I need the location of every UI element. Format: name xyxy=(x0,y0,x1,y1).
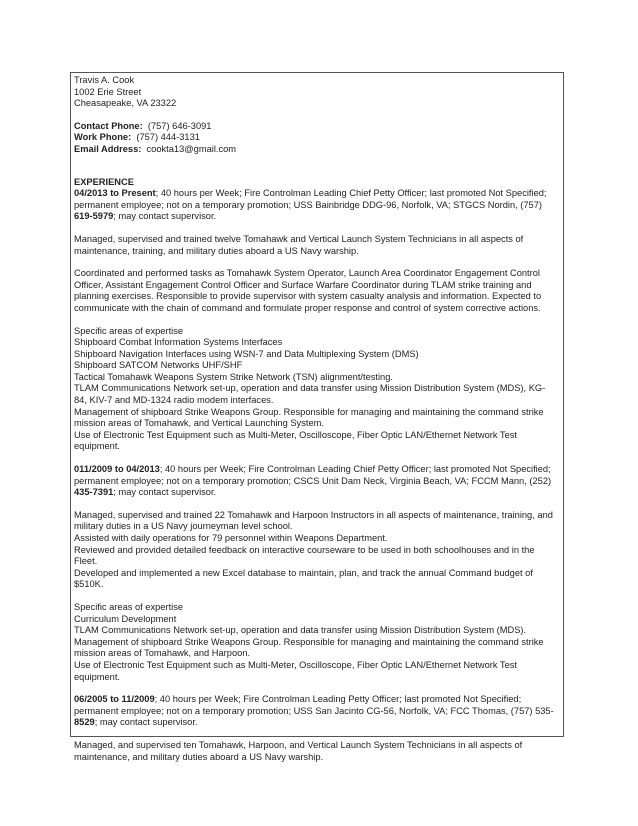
job1-dates: 04/2013 to Present xyxy=(74,188,156,199)
job1-expertise-line: Use of Electronic Test Equipment such as Multi-Meter, Oscilloscope, Fiber Optic LAN/Ethernet Network Test xyxy=(74,429,517,440)
contact-phone-label: Contact Phone: xyxy=(74,120,143,131)
work-phone-value: (757) 444-3131 xyxy=(136,132,200,143)
job1-para1-line: maintenance, training, and military duties aboard a US Navy warship. xyxy=(74,245,359,256)
street-address: 1002 Erie Street xyxy=(74,86,142,97)
email-label: Email Address: xyxy=(74,143,142,154)
job2-para1-line: $510K. xyxy=(74,579,104,590)
job2-para1-line: Assisted with daily operations for 79 personnel within Weapons Department. xyxy=(74,533,388,543)
job1-supervisor-phone: 619-5979 xyxy=(74,211,114,222)
job2-expertise-line: mission areas of Tomahawk, and Harpoon. xyxy=(74,648,251,659)
job3-line1: 06/2005 to 11/2009; 40 hours per Week; Fire Controlman Leading Petty Officer; last promoted Not Specified; xyxy=(74,694,522,705)
job2-expertise-line: equipment. xyxy=(74,671,120,682)
work-phone-row xyxy=(74,132,560,144)
job2-para1-line: Reviewed and provided detailed feedback on interactive courseware to be used in both schoolhouses and in the xyxy=(74,544,535,555)
contact-phone-row xyxy=(74,121,560,133)
job3-line3: 8529; may contact supervisor. xyxy=(74,717,198,728)
job1-expertise-line: Specific areas of expertise xyxy=(74,325,184,336)
experience-heading: EXPERIENCE xyxy=(74,176,134,187)
job3-supervisor-phone: 8529 xyxy=(74,717,95,728)
job3-line2: permanent employee; not on a temporary promotion; USS San Jacinto CG-56, Norfolk, VA; FCC Thomas, (757) 535- xyxy=(74,705,554,716)
contact-phone-value: (757) 646-3091 xyxy=(147,120,212,131)
job3-dates: 06/2005 to 11/2009 xyxy=(74,694,155,705)
job2-dates: 011/2009 to 04/2013 xyxy=(74,464,160,475)
job2-para1-line: Fleet. xyxy=(74,556,98,567)
job2-para1-line: military duties in a US Navy journeyman level school. xyxy=(74,521,293,532)
job2-supervisor-phone: 435-7391 xyxy=(74,487,114,498)
job1-para2-line: planning exercises. Responsible to provide supervisor with system casualty analysis and information. Expected to xyxy=(74,291,542,302)
job2-expertise-line: Use of Electronic Test Equipment such as Multi-Meter, Oscilloscope, Fiber Optic LAN/Ethernet Network Test xyxy=(74,659,517,670)
job1-expertise-line: mission areas of Tomahawk, and Vertical Launching System. xyxy=(74,418,324,429)
job1-expertise-line: Shipboard Combat Information Systems Interfaces xyxy=(74,337,283,348)
job2-expertise-line: Specific areas of expertise xyxy=(74,601,184,612)
job1-line3: 619-5979; may contact supervisor. xyxy=(74,211,217,222)
email-value: cookta13@gmail.com xyxy=(146,143,237,154)
job2-para1-line: Managed, supervised and trained 22 Tomahawk and Harpoon Instructors in all aspects of maintenance, training, and xyxy=(74,509,553,520)
job1-expertise-line: Shipboard SATCOM Networks UHF/SHF xyxy=(74,360,243,371)
job1-para2-line: Coordinated and performed tasks as Tomahawk System Operator, Launch Area Coordinator Engagement Control xyxy=(74,268,540,279)
job1-line1: 04/2013 to Present; 40 hours per Week; Fire Controlman Leading Chief Petty Officer; last promoted Not Specified; xyxy=(74,188,547,199)
job2-expertise-line: Curriculum Development xyxy=(74,613,177,624)
resume-page xyxy=(70,72,564,762)
job2-line2: permanent employee; not on a temporary promotion; CSCS Unit Dam Neck, Virginia Beach, VA; FCCM Mann, (252) xyxy=(74,475,552,486)
job1-expertise-line: Tactical Tomahawk Weapons System Strike Network (TSN) alignment/testing. xyxy=(74,371,393,382)
job3-para1-line: maintenance, and military duties aboard a US Navy warship. xyxy=(74,751,324,762)
job1-expertise-line: 84, KIV-7 and MD-1324 radio modem interfaces. xyxy=(74,395,274,406)
job2-expertise-line: Management of shipboard Strike Weapons Group. Responsible for managing and maintaining the command strike xyxy=(74,636,544,647)
job2-para1-line: Developed and implemented a new Excel database to maintain, plan, and track the annual Command budget of xyxy=(74,567,533,578)
job1-expertise-line: equipment. xyxy=(74,441,120,452)
job1-expertise-line: Management of shipboard Strike Weapons Group. Responsible for managing and maintaining the command strike xyxy=(74,406,544,417)
job1-para1-line: Managed, supervised and trained twelve Tomahawk and Vertical Launch System Technicians in all aspects of xyxy=(74,233,524,244)
job3-para1-line: Managed, and supervised ten Tomahawk, Harpoon, and Vertical Launch System Technicians in all aspects of xyxy=(74,739,523,750)
job1-para2-line: Officer, Assistant Engagement Control Officer and Surface Warfare Coordinator during TLAM strike training and xyxy=(74,279,532,290)
job2-line3: 435-7391; may contact supervisor. xyxy=(74,487,217,498)
applicant-name: Travis A. Cook xyxy=(74,75,135,85)
job1-expertise-line: TLAM Communications Network set-up, operation and data transfer using Mission Distribution System (MDS), KG- xyxy=(74,383,546,394)
city-state-zip: Cheasapeake, VA 23322 xyxy=(74,98,177,109)
email-row xyxy=(74,144,560,156)
job1-expertise-line: Shipboard Navigation Interfaces using WSN-7 and Data Multiplexing System (DMS) xyxy=(74,348,419,359)
job2-expertise-line: TLAM Communications Network set-up, operation and data transfer using Mission Distribution System (MDS). xyxy=(74,625,527,636)
job2-line1: 011/2009 to 04/2013; 40 hours per Week; Fire Controlman Leading Chief Petty Officer; last promoted Not Specified; xyxy=(74,464,551,475)
job1-para2-line: communicate with the chain of command and formulate proper response and control of system corrective actions. xyxy=(74,302,541,313)
work-phone-label: Work Phone: xyxy=(74,132,132,143)
job1-line2: permanent employee; not on a temporary promotion; USS Bainbridge DDG-96, Norfolk, VA; STGCS Nordin, (757) xyxy=(74,199,542,210)
